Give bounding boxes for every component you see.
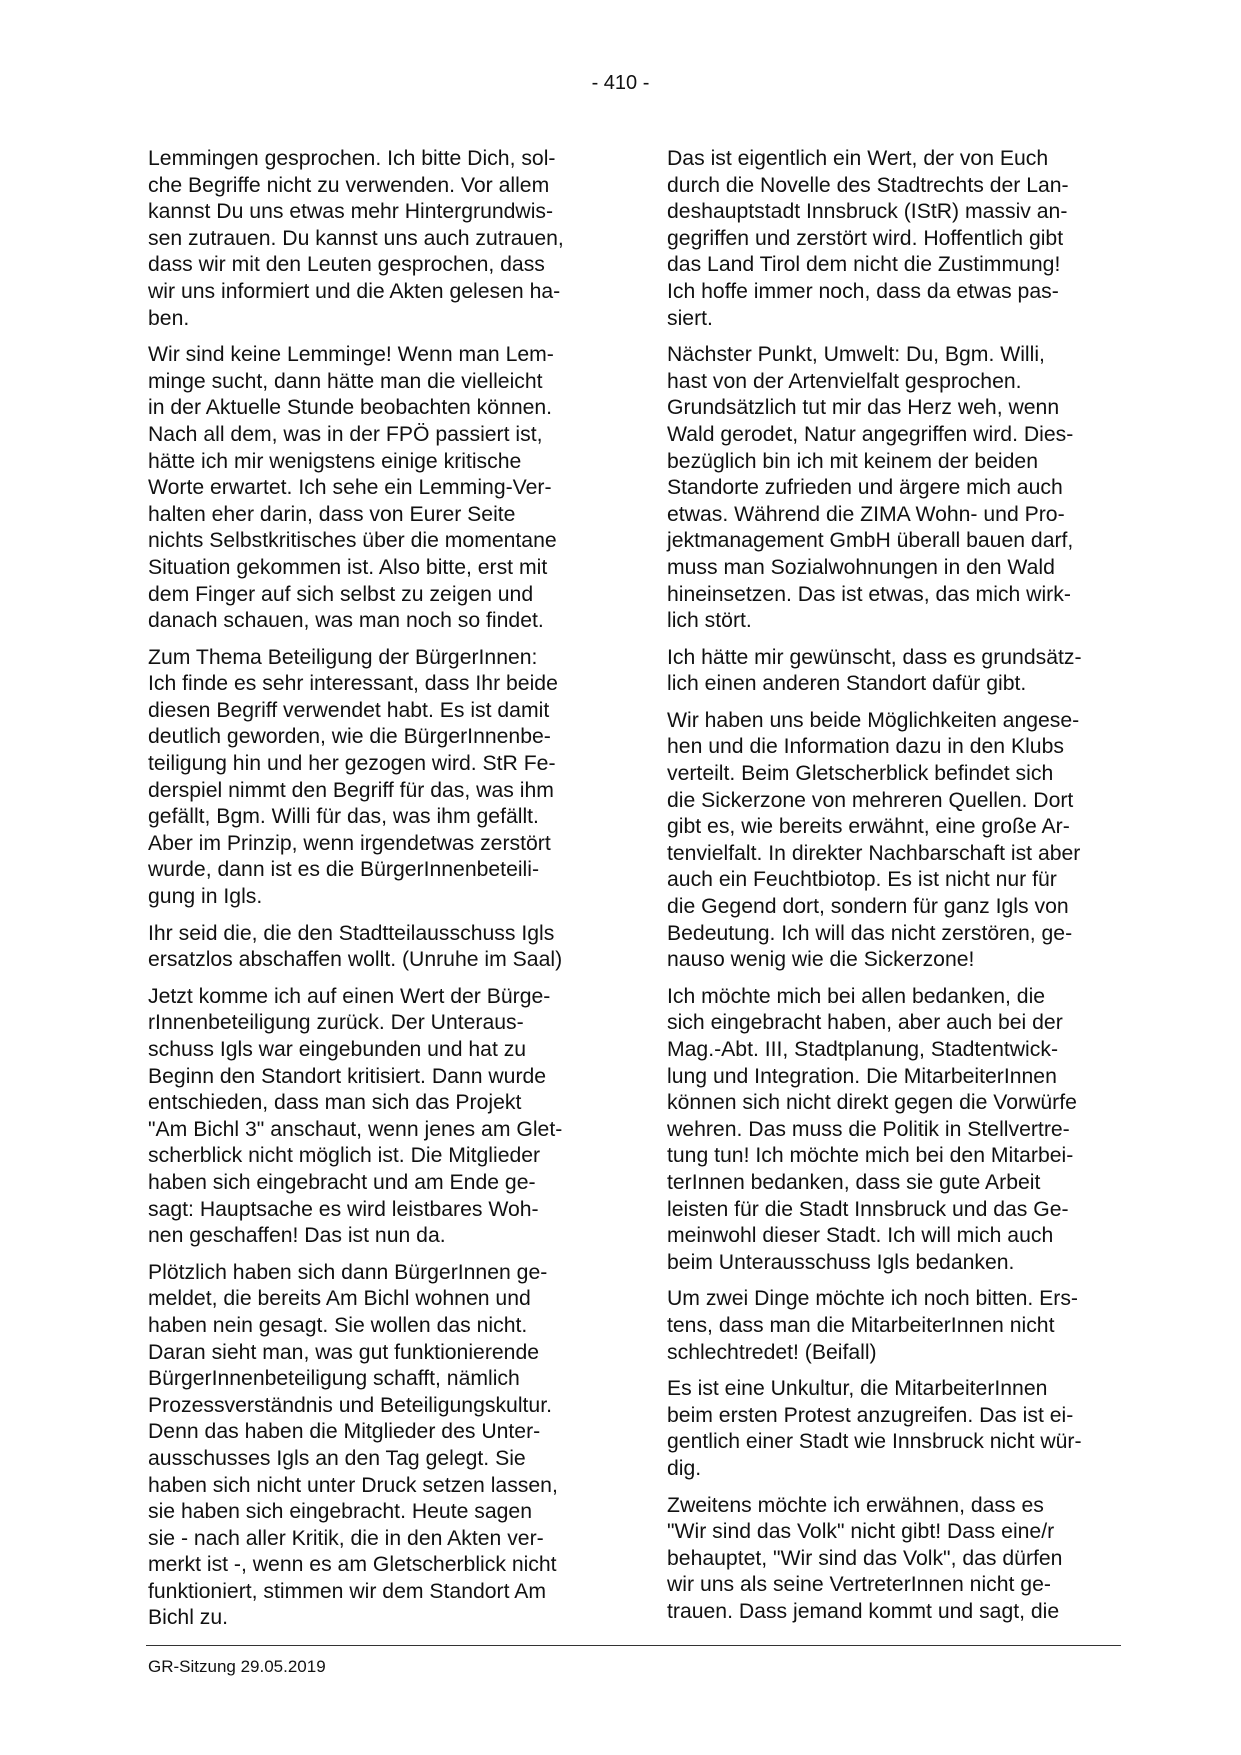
text-line: Bedeutung. Ich will das nicht zerstören, ge-: [667, 921, 1073, 945]
text-line: sie haben sich eingebracht. Heute sagen: [148, 1500, 532, 1524]
text-line: teiligung hin und her gezogen wird. StR Fe-: [148, 752, 556, 776]
text-line: leisten für die Stadt Innsbruck und das Ge-: [667, 1197, 1069, 1221]
text-line: Aber im Prinzip, wenn irgendetwas zerstört: [148, 831, 551, 855]
text-line: in der Aktuelle Stunde beobachten können.: [148, 396, 553, 420]
text-line: deutlich geworden, wie die BürgerInnenbe-: [148, 725, 551, 749]
paragraph: [667, 342, 1112, 635]
text-line: hast von der Artenvielfalt gesprochen.: [667, 369, 1022, 393]
paragraph: [667, 645, 1112, 698]
text-line: wehren. Das muss die Politik in Stellvertre-: [667, 1117, 1070, 1141]
text-line: das Land Tirol dem nicht die Zustimmung!: [667, 253, 1061, 277]
paragraph: [667, 146, 1112, 332]
text-line: Jetzt komme ich auf einen Wert der Bürge-: [148, 984, 551, 1008]
text-line: können sich nicht direkt gegen die Vorwürfe: [667, 1091, 1077, 1115]
text-line: Wir haben uns beide Möglichkeiten angese-: [667, 708, 1080, 732]
text-line: schuss Igls war eingebunden und hat zu: [148, 1038, 527, 1061]
text-line: haben nein gesagt. Sie wollen das nicht.: [148, 1313, 528, 1337]
text-line: wir uns als seine VertreterInnen nicht ge-: [667, 1573, 1051, 1597]
text-line: hen und die Information dazu in den Klubs: [667, 735, 1064, 759]
text-line: jektmanagement GmbH überall bauen darf,: [667, 529, 1074, 553]
text-line: Ich hätte mir gewünscht, dass es grundsätz-: [667, 645, 1082, 669]
text-line: sich eingebracht haben, aber auch bei der: [667, 1011, 1063, 1035]
text-line: Denn das haben die Mitglieder des Unter-: [148, 1420, 541, 1444]
page-number: - 410 -: [591, 72, 650, 94]
paragraph: [148, 342, 593, 635]
text-line: etwas. Während die ZIMA Wohn- und Pro-: [667, 502, 1065, 526]
text-line: auch ein Feuchtbiotop. Es ist nicht nur für: [667, 868, 1057, 892]
text-line: funktioniert, stimmen wir dem Standort Am: [148, 1579, 546, 1603]
text-line: Daran sieht man, was gut funktionierende: [148, 1340, 540, 1364]
footer-session-date: GR-Sitzung 29.05.2019: [148, 1657, 326, 1676]
text-line: Bichl zu.: [148, 1606, 229, 1630]
text-line: tung tun! Ich möchte mich bei den Mitarbei-: [667, 1144, 1074, 1168]
text-line: dig.: [667, 1456, 702, 1480]
text-line: die Sickerzone von mehreren Quellen. Dort: [667, 788, 1074, 812]
text-line: merkt ist -, wenn es am Gletscherblick nicht: [148, 1553, 557, 1577]
text-line: derspiel nimmt den Begriff für das, was ihm: [148, 778, 554, 802]
text-line: deshauptstadt Innsbruck (IStR) massiv an-: [667, 200, 1068, 224]
text-line: che Begriffe nicht zu verwenden. Vor allem: [148, 173, 550, 197]
text-line: danach schauen, was man noch so findet.: [148, 609, 544, 633]
text-line: nen geschaffen! Das ist nun da.: [148, 1224, 446, 1248]
text-line: meldet, die bereits Am Bichl wohnen und: [148, 1287, 531, 1311]
text-line: die Gegend dort, sondern für ganz Igls von: [667, 895, 1069, 919]
text-line: lich einen anderen Standort dafür gibt.: [667, 672, 1027, 696]
text-line: beim Unterausschuss Igls bedanken.: [667, 1250, 1015, 1274]
text-line: terInnen bedanken, dass sie gute Arbeit: [667, 1170, 1041, 1194]
text-line: Um zwei Dinge möchte ich noch bitten. Ers-: [667, 1287, 1078, 1311]
text-line: nauso wenig wie die Sickerzone!: [667, 948, 975, 972]
text-line: Zweitens möchte ich erwähnen, dass es: [667, 1493, 1044, 1517]
paragraph: [148, 921, 593, 974]
paragraph: [148, 984, 593, 1250]
text-line: dem Finger auf sich selbst zu zeigen und: [148, 582, 534, 606]
text-line: "Am Bichl 3" anschaut, wenn jenes am Glet-: [148, 1117, 563, 1141]
text-line: Plötzlich haben sich dann BürgerInnen ge-: [148, 1260, 548, 1284]
text-line: Wald gerodet, Natur angegriffen wird. Dies-: [667, 422, 1074, 446]
text-line: Standorte zufrieden und ärgere mich auch: [667, 476, 1063, 500]
text-line: Ich hoffe immer noch, dass da etwas pas-: [667, 279, 1059, 303]
text-line: Ich finde es sehr interessant, dass Ihr beide: [148, 672, 558, 696]
text-line: gung in Igls.: [148, 885, 263, 909]
text-line: diesen Begriff verwendet habt. Es ist damit: [148, 698, 550, 722]
paragraph: [667, 708, 1112, 974]
text-line: rInnenbeteiligung zurück. Der Unteraus-: [148, 1011, 524, 1035]
text-line: muss man Sozialwohnungen in den Wald: [667, 555, 1055, 579]
left-column: [148, 146, 593, 1642]
text-line: Wir sind keine Lemminge! Wenn man Lem-: [148, 343, 554, 367]
text-line: Grundsätzlich tut mir das Herz weh, wenn: [667, 396, 1060, 420]
text-line: Situation gekommen ist. Also bitte, erst mit: [148, 555, 548, 579]
text-line: "Wir sind das Volk" nicht gibt! Dass eine/r: [667, 1520, 1055, 1544]
text-line: Mag.-Abt. III, Stadtplanung, Stadtentwick-: [667, 1038, 1058, 1061]
text-line: gegriffen und zerstört wird. Hoffentlich gibt: [667, 226, 1064, 250]
text-line: haben sich eingebracht und am Ende ge-: [148, 1170, 536, 1194]
paragraph: [148, 645, 593, 911]
text-line: meinwohl dieser Stadt. Ich will mich auch: [667, 1224, 1054, 1248]
text-line: dass wir mit den Leuten gesprochen, dass: [148, 253, 545, 277]
text-line: wurde, dann ist es die BürgerInnenbeteili-: [148, 858, 540, 882]
text-line: gibt es, wie bereits erwähnt, eine große Ar-: [667, 815, 1070, 839]
text-line: scherblick nicht möglich ist. Die Mitglieder: [148, 1144, 541, 1168]
text-line: Ihr seid die, die den Stadtteilausschuss Igls: [148, 921, 555, 945]
text-line: Es ist eine Unkultur, die MitarbeiterInnen: [667, 1377, 1048, 1401]
text-line: gefällt, Bgm. Willi für das, was ihm gefällt.: [148, 805, 539, 829]
text-line: ersatzlos abschaffen wollt. (Unruhe im Saal): [148, 948, 563, 972]
text-line: trauen. Dass jemand kommt und sagt, die: [667, 1599, 1060, 1623]
text-line: lich stört.: [667, 609, 752, 633]
text-line: schlechtredet! (Beifall): [667, 1340, 877, 1364]
paragraph: [148, 146, 593, 332]
text-line: Zum Thema Beteiligung der BürgerInnen:: [148, 645, 538, 669]
text-line: Das ist eigentlich ein Wert, der von Euch: [667, 147, 1049, 170]
text-line: siert.: [667, 306, 713, 330]
text-line: lung und Integration. Die MitarbeiterInnen: [667, 1064, 1057, 1088]
text-line: Nach all dem, was in der FPÖ passiert ist,: [148, 422, 543, 446]
text-line: Nächster Punkt, Umwelt: Du, Bgm. Willi,: [667, 343, 1045, 367]
text-line: sie - nach aller Kritik, die in den Akten ver-: [148, 1526, 544, 1550]
text-line: sagt: Hauptsache es wird leistbares Woh-: [148, 1197, 539, 1221]
text-line: Ich möchte mich bei allen bedanken, die: [667, 984, 1046, 1008]
footer-divider: [146, 1645, 1121, 1646]
text-line: tenvielfalt. In direkter Nachbarschaft ist aber: [667, 841, 1081, 865]
text-line: ausschusses Igls an den Tag gelegt. Sie: [148, 1446, 526, 1470]
text-line: bezüglich bin ich mit keinem der beiden: [667, 449, 1038, 473]
text-line: Beginn den Standort kritisiert. Dann wurde: [148, 1064, 547, 1088]
text-line: beim ersten Protest anzugreifen. Das ist ei-: [667, 1403, 1074, 1427]
text-line: behauptet, "Wir sind das Volk", das dürfen: [667, 1546, 1063, 1570]
text-line: ben.: [148, 306, 190, 330]
text-line: halten eher darin, dass von Eurer Seite: [148, 502, 516, 526]
text-line: kannst Du uns etwas mehr Hintergrundwis-: [148, 200, 554, 224]
text-line: durch die Novelle des Stadtrechts der Lan-: [667, 173, 1069, 197]
text-line: nichts Selbstkritisches über die momentane: [148, 529, 557, 553]
text-line: haben sich nicht unter Druck setzen lassen,: [148, 1473, 558, 1497]
paragraph: [667, 1286, 1112, 1366]
text-line: tens, dass man die MitarbeiterInnen nicht: [667, 1313, 1055, 1337]
right-column: [667, 146, 1112, 1635]
text-line: sen zutrauen. Du kannst uns auch zutrauen,: [148, 226, 564, 250]
text-line: gentlich einer Stadt wie Innsbruck nicht wür-: [667, 1430, 1082, 1454]
text-line: wir uns informiert und die Akten gelesen ha-: [148, 279, 561, 303]
text-line: Prozessverständnis und Beteiligungskultur.: [148, 1393, 552, 1417]
paragraph: [667, 1493, 1112, 1626]
text-line: Worte erwartet. Ich sehe ein Lemming-Ver-: [148, 476, 552, 500]
text-line: hineinsetzen. Das ist etwas, das mich wirk-: [667, 582, 1071, 606]
paragraph: [667, 984, 1112, 1277]
text-line: Lemmingen gesprochen. Ich bitte Dich, sol-: [148, 147, 556, 170]
paragraph: [667, 1376, 1112, 1482]
text-line: entschieden, dass man sich das Projekt: [148, 1091, 522, 1115]
text-line: minge sucht, dann hätte man die vielleicht: [148, 369, 543, 393]
text-line: verteilt. Beim Gletscherblick befindet sich: [667, 762, 1054, 786]
paragraph: [148, 1260, 593, 1632]
text-line: hätte ich mir wenigstens einige kritische: [148, 449, 522, 473]
text-line: BürgerInnenbeteiligung schafft, nämlich: [148, 1367, 520, 1391]
